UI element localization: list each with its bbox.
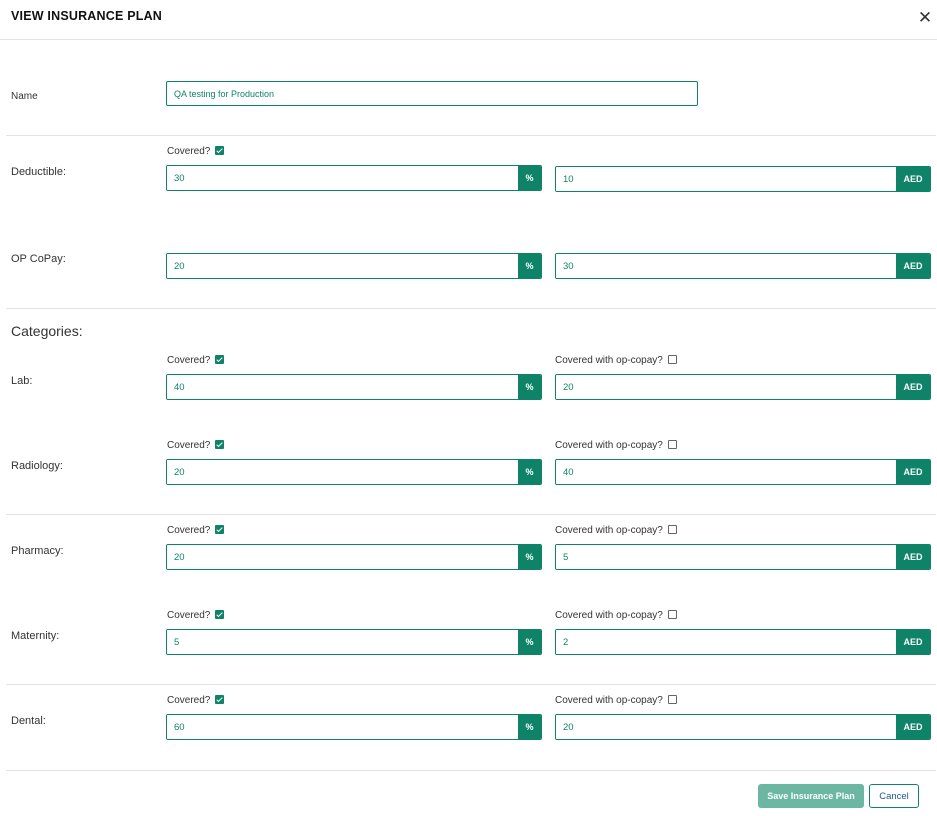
currency-addon: AED: [896, 167, 930, 191]
covered-label: Covered?: [167, 355, 211, 366]
maternity-percent-input[interactable]: [167, 630, 518, 654]
maternity-op-covered-checkbox[interactable]: [668, 610, 677, 619]
lab-amount-input[interactable]: [556, 375, 896, 399]
dental-amount-field: [555, 714, 931, 740]
divider: [6, 308, 936, 309]
lab-covered-label: [167, 355, 224, 366]
op-copay-percent-field: [166, 253, 542, 279]
radiology-label: Radiology:: [11, 460, 63, 472]
percent-addon: %: [518, 630, 541, 654]
deductible-covered-label: [167, 146, 224, 157]
op-copay-label: OP CoPay:: [11, 253, 66, 265]
covered-label: Covered?: [167, 695, 211, 706]
percent-addon: %: [518, 715, 541, 739]
pharmacy-label: Pharmacy:: [11, 545, 64, 557]
op-copay-percent-input[interactable]: [167, 254, 518, 278]
percent-addon: %: [518, 375, 541, 399]
deductible-amount-field: [555, 166, 931, 192]
deductible-percent-input[interactable]: [167, 166, 518, 190]
op-covered-label: Covered with op-copay?: [555, 355, 663, 366]
dental-percent-field: [166, 714, 542, 740]
header-divider: [0, 39, 937, 40]
op-copay-amount-input[interactable]: [556, 254, 896, 278]
op-covered-label: Covered with op-copay?: [555, 695, 663, 706]
dental-percent-input[interactable]: [167, 715, 518, 739]
dental-amount-input[interactable]: [556, 715, 896, 739]
dialog-title: VIEW INSURANCE PLAN: [11, 9, 163, 23]
divider: [6, 684, 936, 685]
radiology-covered-checkbox[interactable]: [215, 440, 224, 449]
deductible-label: Deductible:: [11, 166, 67, 178]
dental-label: Dental:: [11, 715, 46, 727]
radiology-amount-field: [555, 459, 931, 485]
currency-addon: AED: [896, 460, 930, 484]
maternity-label: Maternity:: [11, 630, 60, 642]
divider: [6, 135, 936, 136]
currency-addon: AED: [896, 630, 930, 654]
lab-amount-field: [555, 374, 931, 400]
maternity-amount-input[interactable]: [556, 630, 896, 654]
deductible-percent-field: [166, 165, 542, 191]
currency-addon: AED: [896, 545, 930, 569]
radiology-amount-input[interactable]: [556, 460, 896, 484]
close-icon[interactable]: ✕: [917, 8, 933, 27]
pharmacy-amount-field: [555, 544, 931, 570]
percent-addon: %: [518, 166, 541, 190]
covered-label: Covered?: [167, 440, 211, 451]
dental-op-covered-label: [555, 695, 677, 706]
percent-addon: %: [518, 545, 541, 569]
currency-addon: AED: [896, 715, 930, 739]
op-covered-label: Covered with op-copay?: [555, 440, 663, 451]
radiology-op-covered-checkbox[interactable]: [668, 440, 677, 449]
percent-addon: %: [518, 254, 541, 278]
radiology-covered-label: [167, 440, 224, 451]
covered-label: Covered?: [167, 146, 211, 157]
lab-percent-input[interactable]: [167, 375, 518, 399]
lab-percent-field: [166, 374, 542, 400]
dental-covered-label: [167, 695, 224, 706]
op-covered-label: Covered with op-copay?: [555, 525, 663, 536]
op-covered-label: Covered with op-copay?: [555, 610, 663, 621]
maternity-op-covered-label: [555, 610, 677, 621]
pharmacy-amount-input[interactable]: [556, 545, 896, 569]
lab-label: Lab:: [11, 375, 33, 387]
pharmacy-op-covered-label: [555, 525, 677, 536]
pharmacy-op-covered-checkbox[interactable]: [668, 525, 677, 534]
lab-op-covered-label: [555, 355, 677, 366]
footer-divider: [6, 770, 936, 771]
pharmacy-percent-field: [166, 544, 542, 570]
radiology-op-covered-label: [555, 440, 677, 451]
pharmacy-covered-label: [167, 525, 224, 536]
op-copay-amount-field: [555, 253, 931, 279]
deductible-covered-checkbox[interactable]: [215, 146, 224, 155]
maternity-covered-checkbox[interactable]: [215, 610, 224, 619]
percent-addon: %: [518, 460, 541, 484]
maternity-percent-field: [166, 629, 542, 655]
currency-addon: AED: [896, 254, 930, 278]
covered-label: Covered?: [167, 610, 211, 621]
name-label: Name: [11, 91, 38, 102]
divider: [6, 514, 936, 515]
deductible-amount-input[interactable]: [556, 167, 896, 191]
maternity-amount-field: [555, 629, 931, 655]
maternity-covered-label: [167, 610, 224, 621]
dental-op-covered-checkbox[interactable]: [668, 695, 677, 704]
lab-covered-checkbox[interactable]: [215, 355, 224, 364]
dental-covered-checkbox[interactable]: [215, 695, 224, 704]
covered-label: Covered?: [167, 525, 211, 536]
save-insurance-plan-button[interactable]: Save Insurance Plan: [758, 784, 864, 808]
categories-heading: Categories:: [11, 323, 83, 339]
lab-op-covered-checkbox[interactable]: [668, 355, 677, 364]
radiology-percent-field: [166, 459, 542, 485]
currency-addon: AED: [896, 375, 930, 399]
radiology-percent-input[interactable]: [167, 460, 518, 484]
cancel-button[interactable]: Cancel: [869, 784, 919, 808]
pharmacy-covered-checkbox[interactable]: [215, 525, 224, 534]
pharmacy-percent-input[interactable]: [167, 545, 518, 569]
plan-name-input[interactable]: [166, 81, 698, 106]
